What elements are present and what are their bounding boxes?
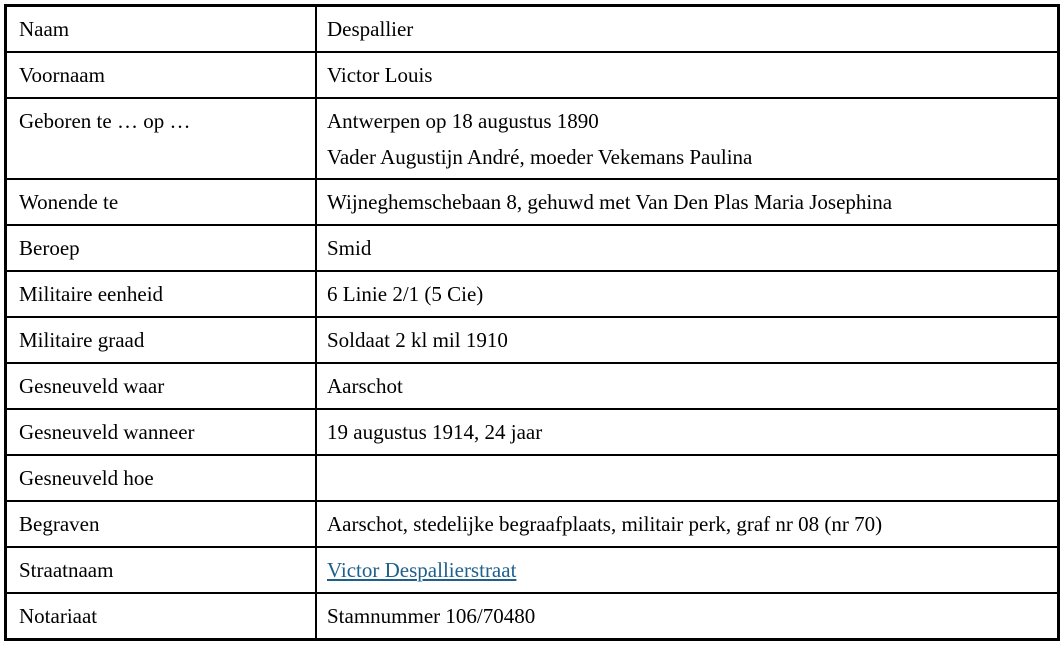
table-row: [6, 179, 1059, 225]
table-row: [6, 317, 1059, 363]
row-value-gesneuveld-hoe: [316, 455, 1059, 501]
table-row: [6, 98, 1059, 179]
table-row: [6, 455, 1059, 501]
table-row: [6, 52, 1059, 98]
row-label-begraven: Begraven: [6, 501, 317, 547]
row-value-militaire-eenheid: 6 Linie 2/1 (5 Cie): [316, 271, 1059, 317]
row-label-gesneuveld-hoe: Gesneuveld hoe: [6, 455, 317, 501]
table-row: [6, 409, 1059, 455]
row-value-militaire-graad: Soldaat 2 kl mil 1910: [316, 317, 1059, 363]
street-name-link[interactable]: Victor Despallierstraat: [327, 558, 517, 582]
row-label-gesneuveld-wanneer: Gesneuveld wanneer: [6, 409, 317, 455]
table-row: [6, 501, 1059, 547]
row-label-geboren: Geboren te … op …: [6, 98, 317, 179]
table-row: [6, 225, 1059, 271]
row-value-gesneuveld-waar: Aarschot: [316, 363, 1059, 409]
row-value-gesneuveld-wanneer: 19 augustus 1914, 24 jaar: [316, 409, 1059, 455]
row-label-gesneuveld-waar: Gesneuveld waar: [6, 363, 317, 409]
row-value-geboren: [316, 98, 1059, 179]
parents: Vader Augustijn André, moeder Vekemans Paulina: [327, 145, 753, 169]
row-label-notariaat: Notariaat: [6, 593, 317, 640]
row-value-begraven: Aarschot, stedelijke begraafplaats, militair perk, graf nr 08 (nr 70): [316, 501, 1059, 547]
table-row: [6, 363, 1059, 409]
birth-place-date: Antwerpen op 18 augustus 1890: [327, 109, 599, 133]
row-label-beroep: Beroep: [6, 225, 317, 271]
table-row: [6, 271, 1059, 317]
row-value-notariaat: Stamnummer 106/70480: [316, 593, 1059, 640]
record-table: [4, 4, 1060, 641]
row-label-militaire-graad: Militaire graad: [6, 317, 317, 363]
table-row: [6, 6, 1059, 53]
row-label-naam: Naam: [6, 6, 317, 53]
row-value-voornaam: Victor Louis: [316, 52, 1059, 98]
row-label-wonende-te: Wonende te: [6, 179, 317, 225]
row-value-naam: Despallier: [316, 6, 1059, 53]
table-row: [6, 547, 1059, 593]
row-label-straatnaam: Straatnaam: [6, 547, 317, 593]
row-label-militaire-eenheid: Militaire eenheid: [6, 271, 317, 317]
row-value-wonende-te: Wijneghemschebaan 8, gehuwd met Van Den Plas Maria Josephina: [316, 179, 1059, 225]
table-row: [6, 593, 1059, 640]
row-value-beroep: Smid: [316, 225, 1059, 271]
row-label-voornaam: Voornaam: [6, 52, 317, 98]
row-value-straatnaam: [316, 547, 1059, 593]
